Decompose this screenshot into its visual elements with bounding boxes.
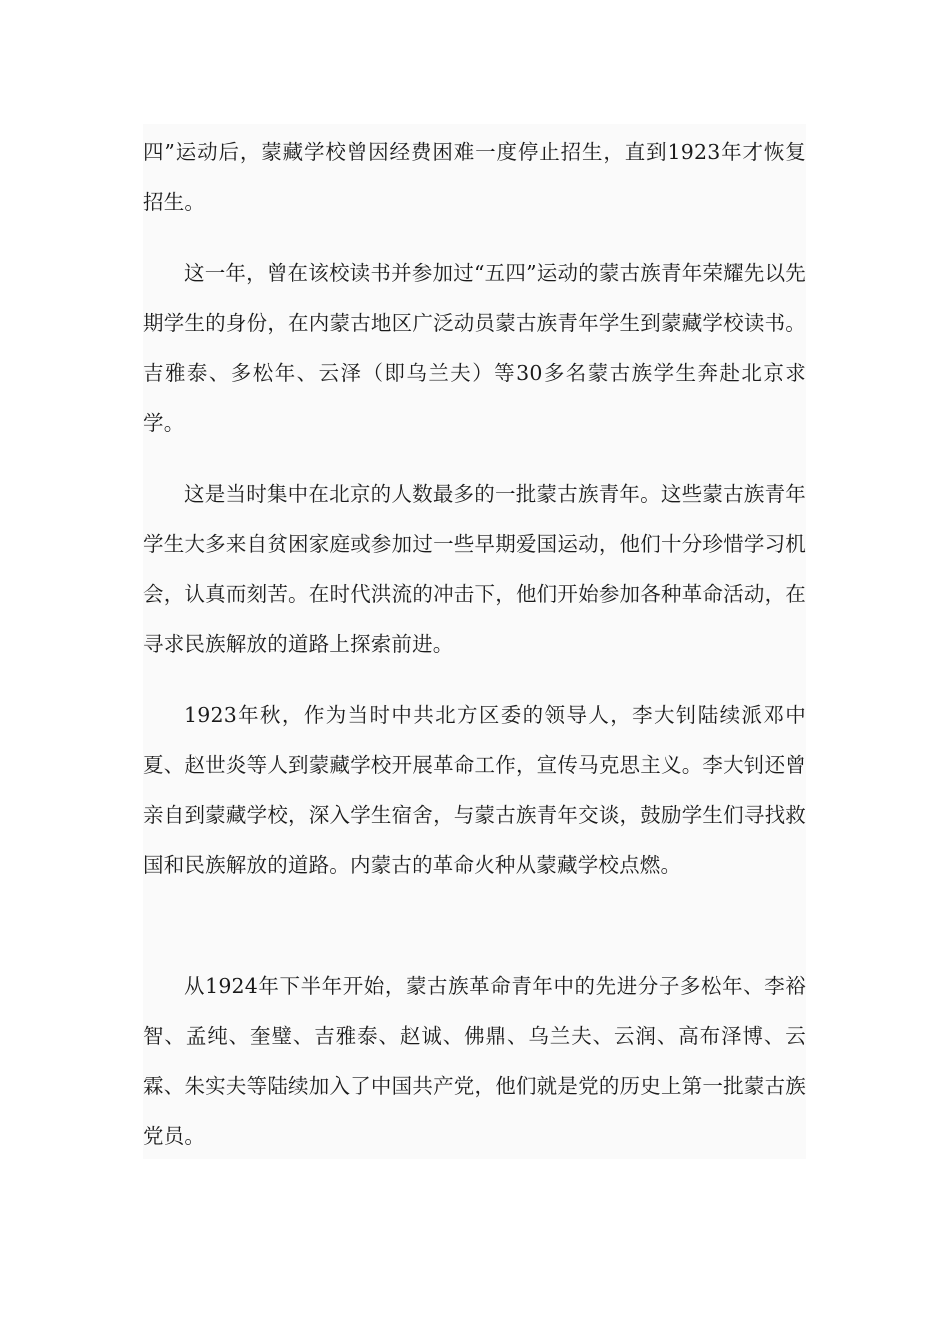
paragraph-3: 这是当时集中在北京的人数最多的一批蒙古族青年。这些蒙古族青年学生大多来自贫困家庭或参加过一些早期爱国运动，他们十分珍惜学习机会，认真而刻苦。在时代洪流的冲击下，他们开始参加各种革命活动，在寻求民族解放的道路上探索前进。 (143, 482, 806, 656)
paragraph-4: 1923年秋，作为当时中共北方区委的领导人，李大钊陆续派邓中夏、赵世炎等人到蒙藏学校开展革命工作，宣传马克思主义。李大钊还曾亲自到蒙藏学校，深入学生宿舍，与蒙古族青年交谈，鼓励学生们寻找救国和民族解放的道路。内蒙古的革命火种从蒙藏学校点燃。 (143, 703, 806, 877)
paragraph-5: 从1924年下半年开始，蒙古族革命青年中的先进分子多松年、李裕智、孟纯、奎璧、吉雅泰、赵诚、佛鼎、乌兰夫、云润、高布泽博、云霖、朱实夫等陆续加入了中国共产党，他们就是党的历史上第一批蒙古族党员。 (143, 974, 806, 1148)
paragraph-1: 四”运动后，蒙藏学校曾因经费困难一度停止招生，直到1923年才恢复招生。 (143, 140, 806, 214)
paragraph-2: 这一年，曾在该校读书并参加过“五四”运动的蒙古族青年荣耀先以先期学生的身份，在内蒙古地区广泛动员蒙古族青年学生到蒙藏学校读书。吉雅泰、多松年、云泽（即乌兰夫）等30多名蒙古族学生奔赴北京求学。 (143, 261, 806, 435)
article-body (143, 124, 806, 1159)
